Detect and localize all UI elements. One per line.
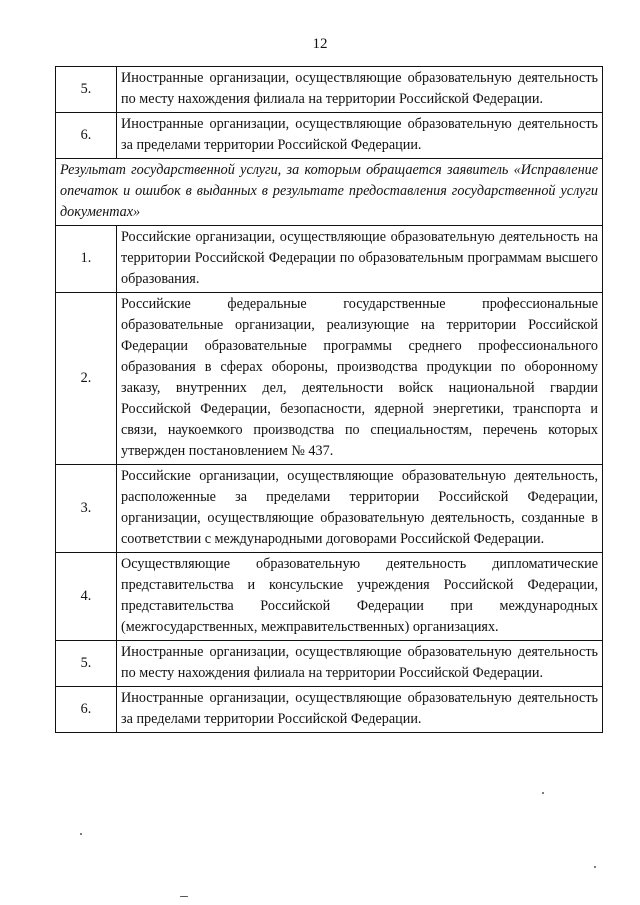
row-text: Российские федеральные государственные профессиональные образовательные организации, реализующие на территории Российской Федерации образовательные программы среднего профессионального образования в сферах обороны, производства продукции по оборонному заказу, внутренних дел, деятельности войск национальной гвардии Российской Федерации, безопасности, ядерной энергетики, транспорта и связи, наукоемкого производства по специальностям, перечень которых утвержден постановлением № 437. xyxy=(117,293,603,465)
row-text: Иностранные организации, осуществляющие образовательную деятельность за пределами территории Российской Федерации. xyxy=(117,113,603,159)
table-row xyxy=(56,113,603,159)
table-row xyxy=(56,67,603,113)
table-row xyxy=(56,553,603,641)
row-number: 6. xyxy=(56,113,117,159)
row-text: Иностранные организации, осуществляющие образовательную деятельность по месту нахождения филиала на территории Российской Федерации. xyxy=(117,67,603,113)
row-number: 6. xyxy=(56,687,117,733)
table-row xyxy=(56,293,603,465)
row-text: Иностранные организации, осуществляющие образовательную деятельность за пределами территории Российской Федерации. xyxy=(117,687,603,733)
page-number: 12 xyxy=(312,36,328,52)
table-row xyxy=(56,641,603,687)
row-number: 5. xyxy=(56,67,117,113)
table-row xyxy=(56,226,603,293)
document-table xyxy=(55,66,603,733)
row-text: Иностранные организации, осуществляющие образовательную деятельность по месту нахождения филиала на территории Российской Федерации. xyxy=(117,641,603,687)
scan-speck xyxy=(180,896,188,897)
row-text: Российские организации, осуществляющие образовательную деятельность на территории Российской Федерации по образовательным программам высшего образования. xyxy=(117,226,603,293)
table-row xyxy=(56,687,603,733)
scan-speck xyxy=(542,792,544,794)
section-heading: Результат государственной услуги, за которым обращается заявитель «Исправление опечаток и ошибок в выданных в результате предоставления государственной услуги документах» xyxy=(56,159,603,226)
section-row xyxy=(56,159,603,226)
scan-speck xyxy=(80,833,82,835)
row-text: Российские организации, осуществляющие образовательную деятельность, расположенные за пределами территории Российской Федерации, организации, осуществляющие образовательную деятельность, созданные в соответствии с международными договорами Российской Федерации. xyxy=(117,465,603,553)
scan-speck xyxy=(594,866,596,868)
row-number: 4. xyxy=(56,553,117,641)
row-number: 3. xyxy=(56,465,117,553)
table-row xyxy=(56,465,603,553)
row-number: 1. xyxy=(56,226,117,293)
row-number: 5. xyxy=(56,641,117,687)
row-number: 2. xyxy=(56,293,117,465)
row-text: Осуществляющие образовательную деятельность дипломатические представительства и консульские учреждения Российской Федерации, представительства Российской Федерации при международных (межгосударственных, межправительственных) организациях. xyxy=(117,553,603,641)
